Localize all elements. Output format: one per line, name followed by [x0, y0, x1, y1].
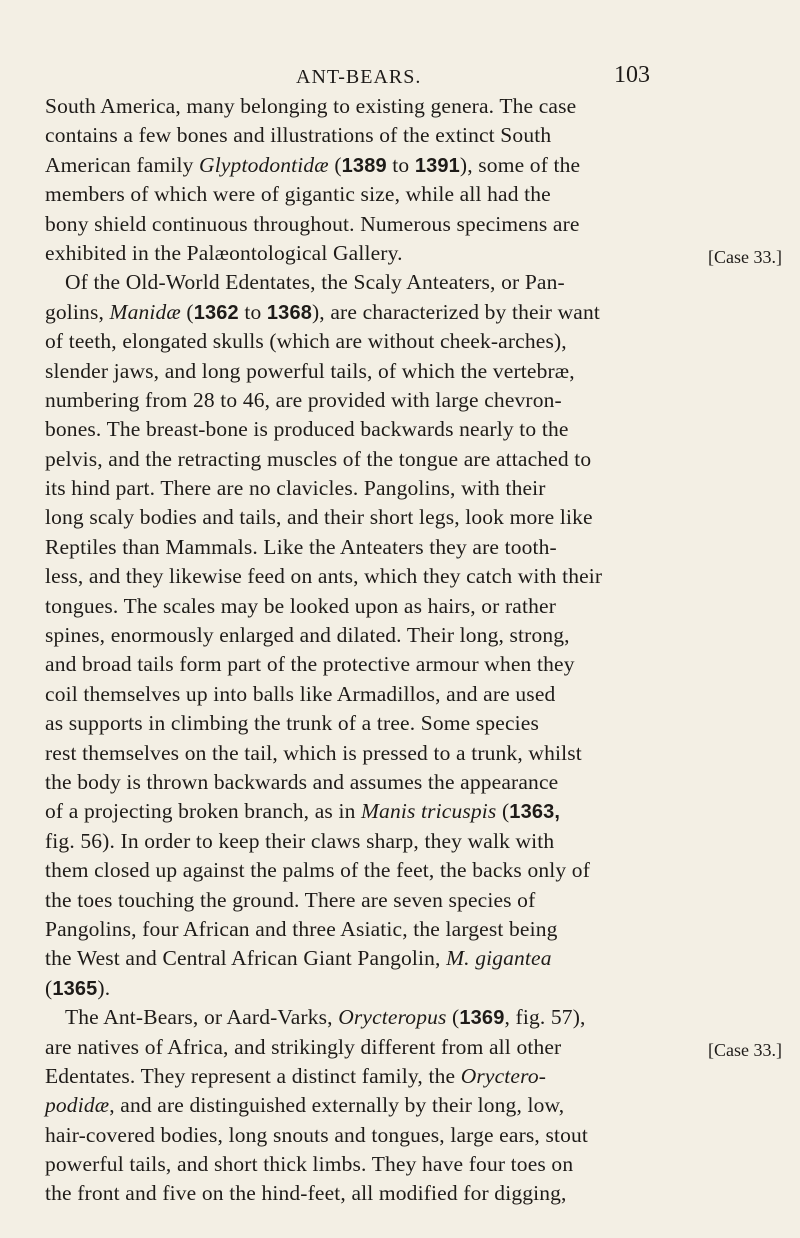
text-line: bony shield continuous throughout. Numerous specimens are	[45, 211, 580, 236]
text-line: bones. The breast-bone is produced backwards nearly to the	[45, 417, 569, 442]
text-line: (1365).	[45, 975, 111, 1000]
text-line: long scaly bodies and tails, and their short legs, look more like	[45, 505, 593, 530]
text-line: hair-covered bodies, long snouts and tongues, large ears, stout	[45, 1122, 589, 1147]
text-line: slender jaws, and long powerful tails, of which the vertebræ,	[45, 358, 575, 383]
text-line: American family Glyptodontidæ (1389 to 1391), some of the	[45, 152, 581, 177]
taxon-name: podidæ	[45, 1093, 110, 1118]
text-line: The Ant-Bears, or Aard-Varks, Orycteropus (1369, fig. 57),	[65, 1005, 586, 1030]
specimen-number: 1369	[459, 1007, 505, 1030]
text-line: Edentates. They represent a distinct family, the Oryctero-	[45, 1063, 547, 1088]
text-line: tongues. The scales may be looked upon as hairs, or rather	[45, 593, 557, 618]
taxon-name: Manis tricuspis	[361, 799, 497, 824]
text-line: Pangolins, four African and three Asiatic, the largest being	[45, 916, 558, 941]
text-line: fig. 56). In order to keep their claws sharp, they walk with	[45, 828, 555, 853]
specimen-number: 1363,	[509, 801, 561, 824]
specimen-number: 1362	[193, 301, 239, 324]
text-line: as supports in climbing the trunk of a tree. Some species	[45, 711, 539, 736]
page-number: 103	[614, 62, 650, 88]
text-line: South America, many belonging to existing genera. The case	[45, 94, 577, 118]
margin-note-case: [Case 33.]	[708, 247, 782, 267]
text-line: coil themselves up into balls like Armadillos, and are used	[45, 681, 556, 706]
body-text	[45, 92, 695, 1209]
text-line: contains a few bones and illustrations of the extinct South	[45, 123, 552, 148]
running-head: ANT-BEARS.	[296, 66, 422, 88]
taxon-name: Orycteropus	[338, 1005, 447, 1030]
specimen-number: 1391	[414, 154, 460, 177]
specimen-number: 1365	[52, 977, 98, 1000]
text-line: pelvis, and the retracting muscles of the tongue are attached to	[45, 446, 592, 471]
text-line: rest themselves on the tail, which is pressed to a trunk, whilst	[45, 740, 582, 765]
text-line: podidæ, and are distinguished externally by their long, low,	[45, 1093, 565, 1118]
taxon-name: Glyptodontidæ	[199, 152, 329, 177]
text-line: the West and Central African Giant Pangolin, M. gigantea	[45, 946, 552, 971]
specimen-number: 1389	[341, 154, 387, 177]
taxon-name: Manidæ	[109, 299, 181, 324]
specimen-number: 1368	[266, 301, 312, 324]
text-line: Reptiles than Mammals. Like the Anteaters they are tooth-	[45, 534, 557, 559]
text-line: spines, enormously enlarged and dilated. Their long, strong,	[45, 623, 570, 648]
text-line: and broad tails form part of the protective armour when they	[45, 652, 575, 677]
text-line: its hind part. There are no clavicles. Pangolins, with their	[45, 476, 546, 501]
text-line: of a projecting broken branch, as in Manis tricuspis (1363,	[45, 799, 561, 824]
text-line: members of which were of gigantic size, while all had the	[45, 182, 551, 207]
text-line: are natives of Africa, and strikingly different from all other	[45, 1034, 562, 1059]
text-line: powerful tails, and short thick limbs. They have four toes on	[45, 1152, 574, 1177]
text-line: exhibited in the Palæontological Gallery.	[45, 240, 403, 265]
taxon-name: M. gigantea	[446, 946, 552, 971]
text-line: the front and five on the hind-feet, all modified for digging,	[45, 1181, 567, 1206]
text-line: the body is thrown backwards and assumes the appearance	[45, 769, 559, 794]
text-line: the toes touching the ground. There are seven species of	[45, 887, 536, 912]
text-line: Of the Old-World Edentates, the Scaly Anteaters, or Pan-	[65, 270, 565, 295]
text-line: numbering from 28 to 46, are provided with large chevron-	[45, 387, 562, 412]
margin-note-case: [Case 33.]	[708, 1040, 782, 1060]
text-line: them closed up against the palms of the feet, the backs only of	[45, 858, 591, 883]
text-line: golins, Manidæ (1362 to 1368), are characterized by their want	[45, 299, 601, 324]
taxon-name: Oryctero-	[460, 1063, 547, 1088]
text-line: less, and they likewise feed on ants, which they catch with their	[45, 564, 603, 589]
text-line: of teeth, elongated skulls (which are without cheek-arches),	[45, 329, 567, 354]
